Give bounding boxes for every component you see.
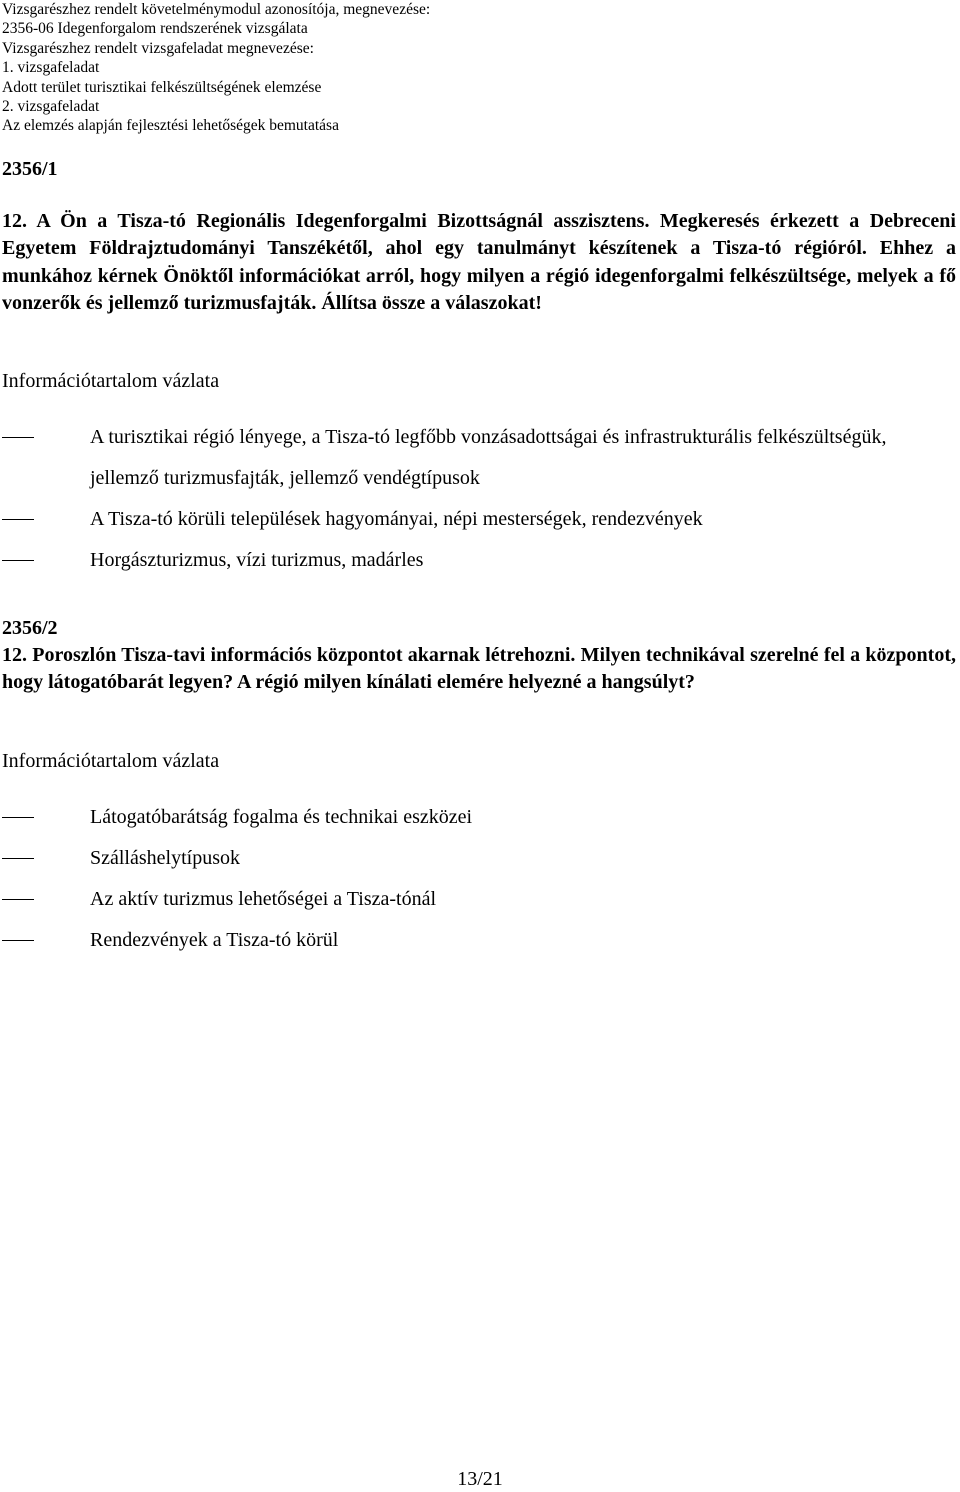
header-line: Adott terület turisztikai felkészültségének elemzése bbox=[2, 78, 322, 96]
header-line: Az elemzés alapján fejlesztési lehetőségek bemutatása bbox=[2, 117, 339, 135]
list-item-text: Az aktív turizmus lehetőségei a Tisza-tónál bbox=[90, 888, 437, 910]
dash-bullet bbox=[2, 817, 34, 818]
page-number: 13/21 bbox=[457, 1468, 503, 1490]
outline-list bbox=[2, 797, 956, 961]
outline-title: Információtartalom vázlata bbox=[2, 370, 220, 392]
list-item-text: Horgászturizmus, vízi turizmus, madárles bbox=[90, 549, 424, 571]
dash-bullet bbox=[2, 519, 34, 520]
header-line: Vizsgarészhez rendelt követelménymodul azonosítója, megnevezése: bbox=[2, 1, 431, 18]
list-item-text: Látogatóbarátság fogalma és technikai eszközei bbox=[90, 806, 473, 828]
list-item-text: Szálláshelytípusok bbox=[90, 847, 240, 869]
list-item bbox=[2, 499, 956, 540]
list-item bbox=[2, 417, 956, 499]
header-line: 2. vizsgafeladat bbox=[2, 98, 100, 116]
list-item bbox=[2, 838, 956, 879]
header-line: Vizsgarészhez rendelt vizsgafeladat megnevezése: bbox=[2, 39, 314, 57]
task-question: 12. A Ön a Tisza-tó Regionális Idegenforgalmi Bizottságnál asszisztens. Megkeresés érkezett a Debreceni Egyetem Földrajztudományi Tanszékétől, ahol egy tanulmányt készítenek a Tisza-tó régióról. Ehhez a munkához kérnek Önöktől információkat arról, hogy milyen a régió idegenforgalmi felkészültsége, melyek a fő vonzerők és jellemző turizmusfajták. Állítsa össze a válaszokat! bbox=[2, 210, 956, 314]
list-item-text: Rendezvények a Tisza-tó körül bbox=[90, 929, 339, 951]
list-item-text: A Tisza-tó körüli települések hagyományai, népi mesterségek, rendezvények bbox=[90, 508, 703, 530]
task-question: 12. Poroszlón Tisza-tavi információs központot akarnak létrehozni. Milyen technikával szerelné fel a központot, hogy látogatóbarát legyen? A régió milyen kínálati elemére helyezné a hangsúlyt? bbox=[2, 644, 956, 694]
section-code: 2356/1 bbox=[2, 158, 58, 180]
document-header bbox=[2, 0, 430, 136]
outline-list bbox=[2, 417, 956, 581]
list-item bbox=[2, 920, 956, 961]
dash-bullet bbox=[2, 560, 34, 561]
section-code: 2356/2 bbox=[2, 617, 58, 639]
dash-bullet bbox=[2, 858, 34, 859]
dash-bullet bbox=[2, 899, 34, 900]
list-item bbox=[2, 540, 956, 581]
list-item-text: A turisztikai régió lényege, a Tisza-tó legfőbb vonzásadottságai és infrastrukturális felkészültségük, jellemző turizmusfajták, jellemző vendégtípusok bbox=[90, 426, 887, 489]
dash-bullet bbox=[2, 940, 34, 941]
list-item bbox=[2, 797, 956, 838]
list-item bbox=[2, 879, 956, 920]
header-line: 1. vizsgafeladat bbox=[2, 59, 100, 77]
dash-bullet bbox=[2, 437, 34, 438]
outline-title: Információtartalom vázlata bbox=[2, 750, 220, 772]
header-line: 2356-06 Idegenforgalom rendszerének vizsgálata bbox=[2, 20, 308, 38]
